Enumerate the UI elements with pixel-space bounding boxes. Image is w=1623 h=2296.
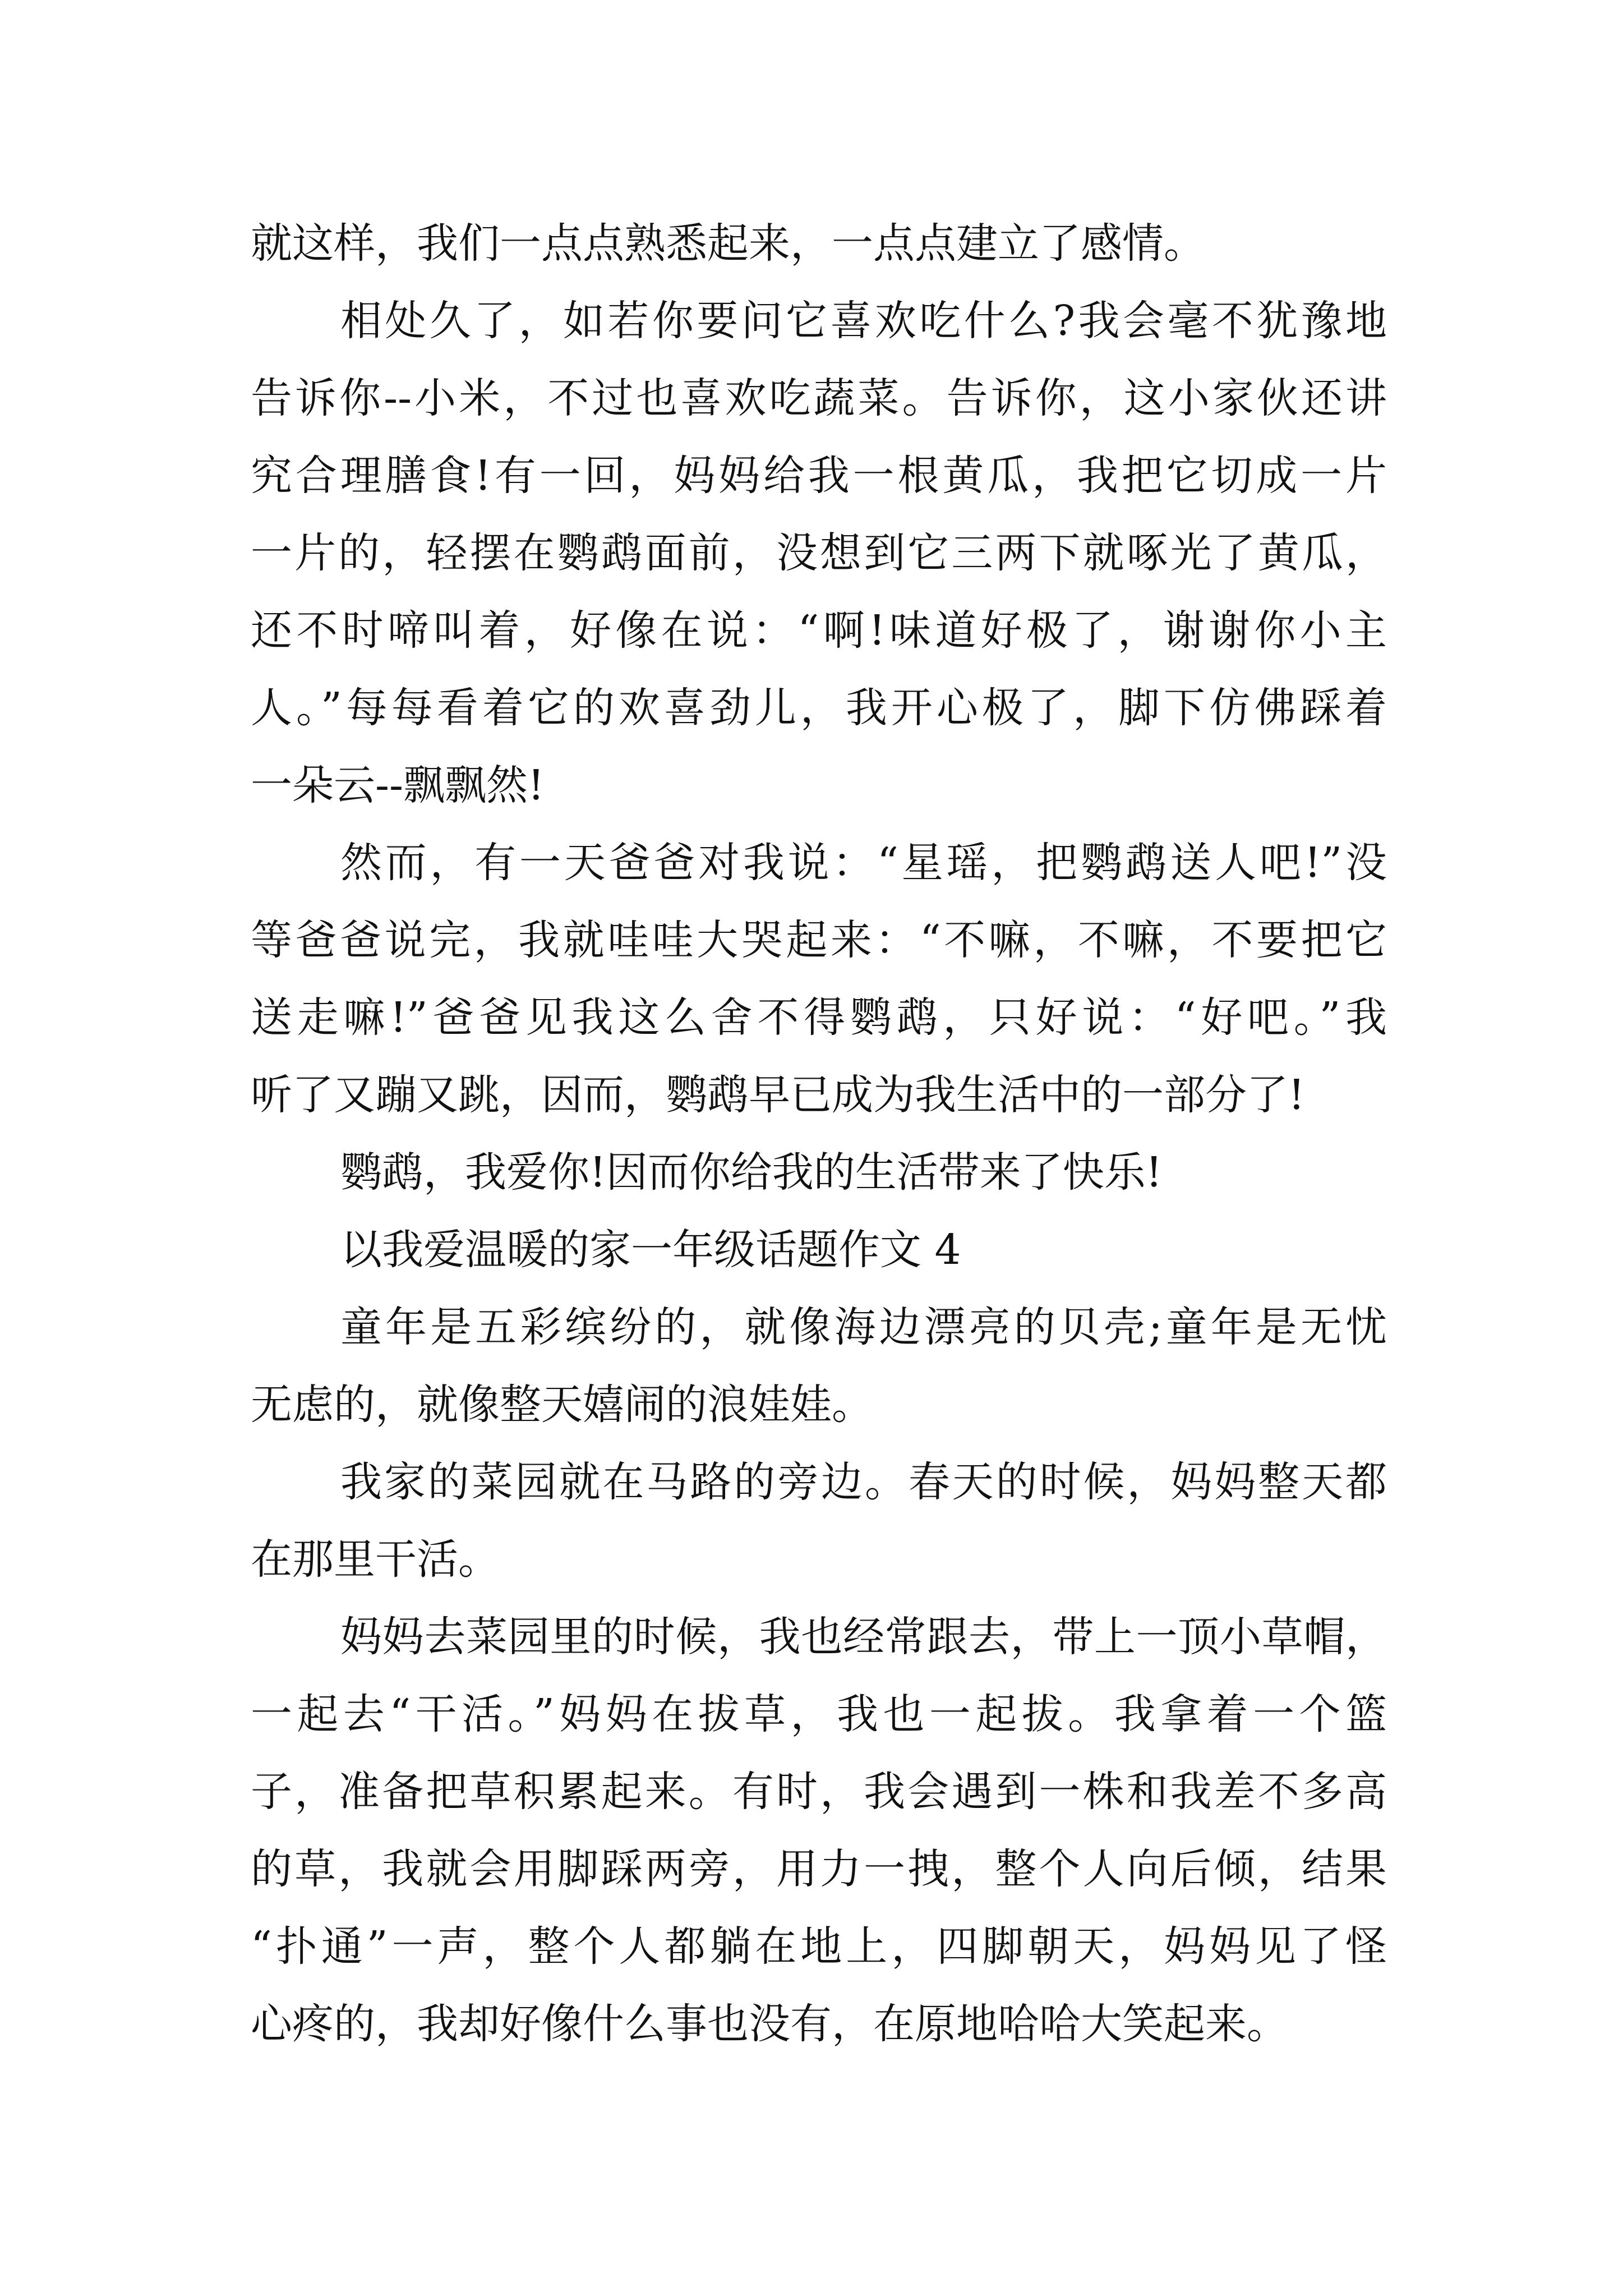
text-line: 送走嘛!”爸爸见我这么舍不得鹦鹉，只好说：“好吧。”我 xyxy=(251,993,1387,1042)
text-line: 妈妈去菜园里的时候，我也经常跟去，带上一顶小草帽， xyxy=(340,1613,1387,1661)
text-line: 还不时啼叫着，好像在说：“啊!味道好极了，谢谢你小主 xyxy=(251,606,1387,655)
text-line: 一起去“干活。”妈妈在拔草，我也一起拔。我拿着一个篮 xyxy=(251,1690,1387,1738)
text-line: 童年是五彩缤纷的，就像海边漂亮的贝壳;童年是无忧 xyxy=(340,1303,1387,1351)
text-line: 就这样，我们一点点熟悉起来，一点点建立了感情。 xyxy=(251,219,1205,268)
text-line: 然而，有一天爸爸对我说：“星瑶，把鹦鹉送人吧!”没 xyxy=(340,839,1387,887)
text-line: 的草，我就会用脚踩两旁，用力一拽，整个人向后倾，结果 xyxy=(251,1845,1387,1893)
paragraph xyxy=(251,1134,1387,1211)
text-line: 子，准备把草积累起来。有时，我会遇到一株和我差不多高 xyxy=(251,1768,1387,1816)
text-line: 在那里干活。 xyxy=(251,1535,500,1584)
paragraph xyxy=(251,1598,1387,2063)
paragraph xyxy=(251,1289,1387,1443)
paragraph xyxy=(251,282,1387,824)
text-line: 告诉你--小米，不过也喜欢吃蔬菜。告诉你，这小家伙还讲 xyxy=(251,374,1387,422)
text-line: 听了又蹦又跳，因而，鹦鹉早已成为我生活中的一部分了! xyxy=(251,1071,1305,1119)
text-line: 心疼的，我却好像什么事也没有，在原地哈哈大笑起来。 xyxy=(251,2000,1288,2048)
document-body xyxy=(251,205,1387,2063)
paragraph xyxy=(251,205,1387,282)
text-line: 相处久了，如若你要问它喜欢吃什么?我会毫不犹豫地 xyxy=(340,297,1387,345)
section-title: 以我爱温暖的家一年级话题作文 4 xyxy=(340,1226,961,1274)
paragraph xyxy=(251,1443,1387,1598)
text-line: “扑通”一声，整个人都躺在地上，四脚朝天，妈妈见了怪 xyxy=(251,1922,1387,1971)
text-line: 我家的菜园就在马路的旁边。春天的时候，妈妈整天都 xyxy=(340,1458,1387,1506)
text-line: 无虑的，就像整天嬉闹的浪娃娃。 xyxy=(251,1381,873,1429)
text-line: 人。”每每看着它的欢喜劲儿，我开心极了，脚下仿佛踩着 xyxy=(251,684,1387,732)
text-line: 究合理膳食!有一回，妈妈给我一根黄瓜，我把它切成一片 xyxy=(251,452,1387,500)
text-line: 一片的，轻摆在鹦鹉面前，没想到它三两下就啄光了黄瓜， xyxy=(251,529,1387,577)
text-line: 等爸爸说完，我就哇哇大哭起来：“不嘛，不嘛，不要把它 xyxy=(251,916,1387,964)
text-line: 鹦鹉，我爱你!因而你给我的生活带来了快乐! xyxy=(340,1148,1163,1197)
text-line: 一朵云--飘飘然! xyxy=(251,761,545,809)
paragraph xyxy=(251,824,1387,1134)
